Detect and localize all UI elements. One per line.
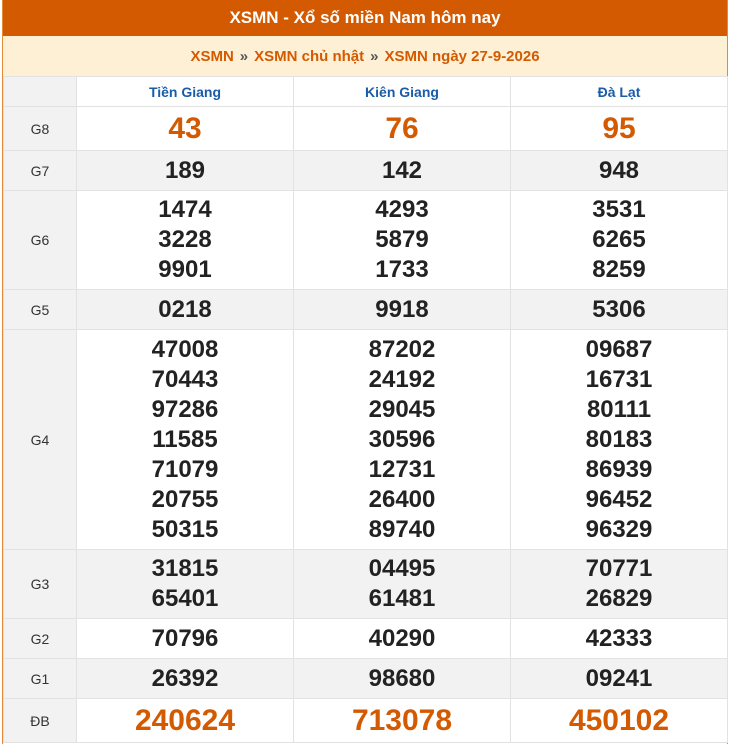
province-da-lat[interactable]: Đà Lạt bbox=[511, 77, 728, 107]
page-title: XSMN - Xổ số miền Nam hôm nay bbox=[3, 0, 727, 36]
winning-number: 11585 bbox=[152, 425, 218, 453]
prize-cell bbox=[511, 290, 728, 330]
breadcrumb bbox=[3, 36, 727, 76]
prize-row-g4 bbox=[4, 330, 728, 550]
prize-cell bbox=[77, 107, 294, 151]
prize-label: G5 bbox=[4, 290, 77, 330]
prize-cell bbox=[511, 659, 728, 699]
winning-number: 26400 bbox=[368, 485, 436, 513]
prize-cell bbox=[77, 699, 294, 743]
prize-cell bbox=[294, 619, 511, 659]
prize-row-đb bbox=[4, 699, 728, 743]
winning-number: 65401 bbox=[151, 585, 219, 612]
winning-number: 80111 bbox=[586, 395, 652, 423]
prize-label: G1 bbox=[4, 659, 77, 699]
prize-rows bbox=[4, 107, 728, 743]
winning-number: 86939 bbox=[585, 455, 653, 483]
prize-label: G6 bbox=[4, 191, 77, 290]
winning-number: 3228 bbox=[158, 226, 212, 253]
breadcrumb-xsmn-date[interactable]: XSMN ngày 27-9-2026 bbox=[384, 47, 540, 65]
winning-number: 95 bbox=[602, 111, 636, 145]
prize-label: G7 bbox=[4, 151, 77, 191]
province-tien-giang[interactable]: Tiền Giang bbox=[77, 77, 294, 107]
winning-number: 09687 bbox=[585, 335, 653, 363]
winning-number: 42333 bbox=[585, 624, 653, 652]
prize-cell bbox=[511, 151, 728, 191]
prize-cell bbox=[294, 151, 511, 191]
winning-number: 9918 bbox=[375, 295, 429, 323]
prize-cell bbox=[294, 659, 511, 699]
prize-cell bbox=[294, 330, 511, 550]
winning-number: 50315 bbox=[151, 515, 219, 543]
winning-number: 1733 bbox=[375, 256, 429, 283]
winning-number: 26829 bbox=[585, 585, 653, 612]
winning-number: 96329 bbox=[585, 515, 653, 543]
winning-number: 6265 bbox=[592, 226, 646, 253]
winning-number: 87202 bbox=[368, 335, 436, 363]
winning-number: 12731 bbox=[368, 455, 436, 483]
breadcrumb-separator: » bbox=[370, 47, 379, 65]
province-header-row bbox=[4, 77, 728, 107]
prize-label: G8 bbox=[4, 107, 77, 151]
winning-number: 8259 bbox=[592, 256, 646, 283]
winning-number: 26392 bbox=[151, 664, 219, 692]
winning-number: 76 bbox=[385, 111, 419, 145]
prize-label: ĐB bbox=[4, 699, 77, 743]
winning-number: 1474 bbox=[158, 196, 212, 223]
winning-number: 31815 bbox=[151, 555, 219, 582]
prize-row-g3 bbox=[4, 550, 728, 619]
prize-label: G2 bbox=[4, 619, 77, 659]
prize-row-g5 bbox=[4, 290, 728, 330]
prize-cell bbox=[294, 550, 511, 619]
winning-number: 89740 bbox=[368, 515, 436, 543]
winning-number: 16731 bbox=[585, 365, 653, 393]
winning-number: 47008 bbox=[151, 335, 219, 363]
breadcrumb-xsmn-sunday[interactable]: XSMN chủ nhật bbox=[254, 47, 365, 65]
prize-cell bbox=[294, 699, 511, 743]
prize-cell bbox=[77, 659, 294, 699]
prize-cell bbox=[294, 290, 511, 330]
winning-number: 30596 bbox=[368, 425, 436, 453]
winning-number: 5306 bbox=[592, 295, 646, 323]
winning-number: 142 bbox=[381, 156, 423, 184]
winning-number: 96452 bbox=[585, 485, 653, 513]
prize-cell bbox=[77, 619, 294, 659]
prize-cell bbox=[77, 191, 294, 290]
winning-number: 189 bbox=[164, 156, 206, 184]
prize-label: G3 bbox=[4, 550, 77, 619]
prize-cell bbox=[294, 107, 511, 151]
prize-cell bbox=[77, 330, 294, 550]
prize-label: G4 bbox=[4, 330, 77, 550]
breadcrumb-separator: » bbox=[239, 47, 249, 65]
winning-number: 5879 bbox=[375, 226, 429, 253]
winning-number: 98680 bbox=[368, 664, 436, 692]
winning-number: 9901 bbox=[158, 256, 212, 283]
winning-number: 80183 bbox=[585, 425, 653, 453]
prize-cell bbox=[511, 550, 728, 619]
prize-cell bbox=[77, 290, 294, 330]
prize-cell bbox=[511, 330, 728, 550]
winning-number: 948 bbox=[598, 156, 640, 184]
prize-row-g8 bbox=[4, 107, 728, 151]
winning-number: 713078 bbox=[351, 703, 453, 737]
winning-number: 70796 bbox=[151, 624, 219, 652]
winning-number: 04495 bbox=[368, 555, 436, 582]
winning-number: 0218 bbox=[158, 295, 212, 323]
winning-number: 40290 bbox=[368, 624, 436, 652]
breadcrumb-xsmn[interactable]: XSMN bbox=[190, 47, 234, 65]
prize-row-g1 bbox=[4, 659, 728, 699]
winning-number: 240624 bbox=[134, 703, 236, 737]
header-blank-cell bbox=[4, 77, 77, 107]
prize-row-g6 bbox=[4, 191, 728, 290]
winning-number: 70771 bbox=[585, 555, 653, 582]
results-table bbox=[3, 76, 728, 743]
winning-number: 61481 bbox=[368, 585, 436, 612]
prize-cell bbox=[511, 191, 728, 290]
results-panel bbox=[2, 0, 728, 744]
winning-number: 24192 bbox=[368, 365, 436, 393]
prize-row-g7 bbox=[4, 151, 728, 191]
prize-cell bbox=[294, 191, 511, 290]
winning-number: 450102 bbox=[568, 703, 670, 737]
winning-number: 43 bbox=[168, 111, 202, 145]
winning-number: 3531 bbox=[592, 196, 646, 223]
winning-number: 4293 bbox=[375, 196, 429, 223]
winning-number: 70443 bbox=[151, 365, 219, 393]
winning-number: 09241 bbox=[585, 664, 653, 692]
prize-cell bbox=[77, 550, 294, 619]
winning-number: 20755 bbox=[151, 485, 219, 513]
winning-number: 97286 bbox=[151, 395, 219, 423]
prize-cell bbox=[511, 107, 728, 151]
winning-number: 71079 bbox=[151, 455, 219, 483]
prize-cell bbox=[511, 699, 728, 743]
prize-row-g2 bbox=[4, 619, 728, 659]
province-kien-giang[interactable]: Kiên Giang bbox=[294, 77, 511, 107]
prize-cell bbox=[511, 619, 728, 659]
winning-number: 29045 bbox=[368, 395, 436, 423]
prize-cell bbox=[77, 151, 294, 191]
